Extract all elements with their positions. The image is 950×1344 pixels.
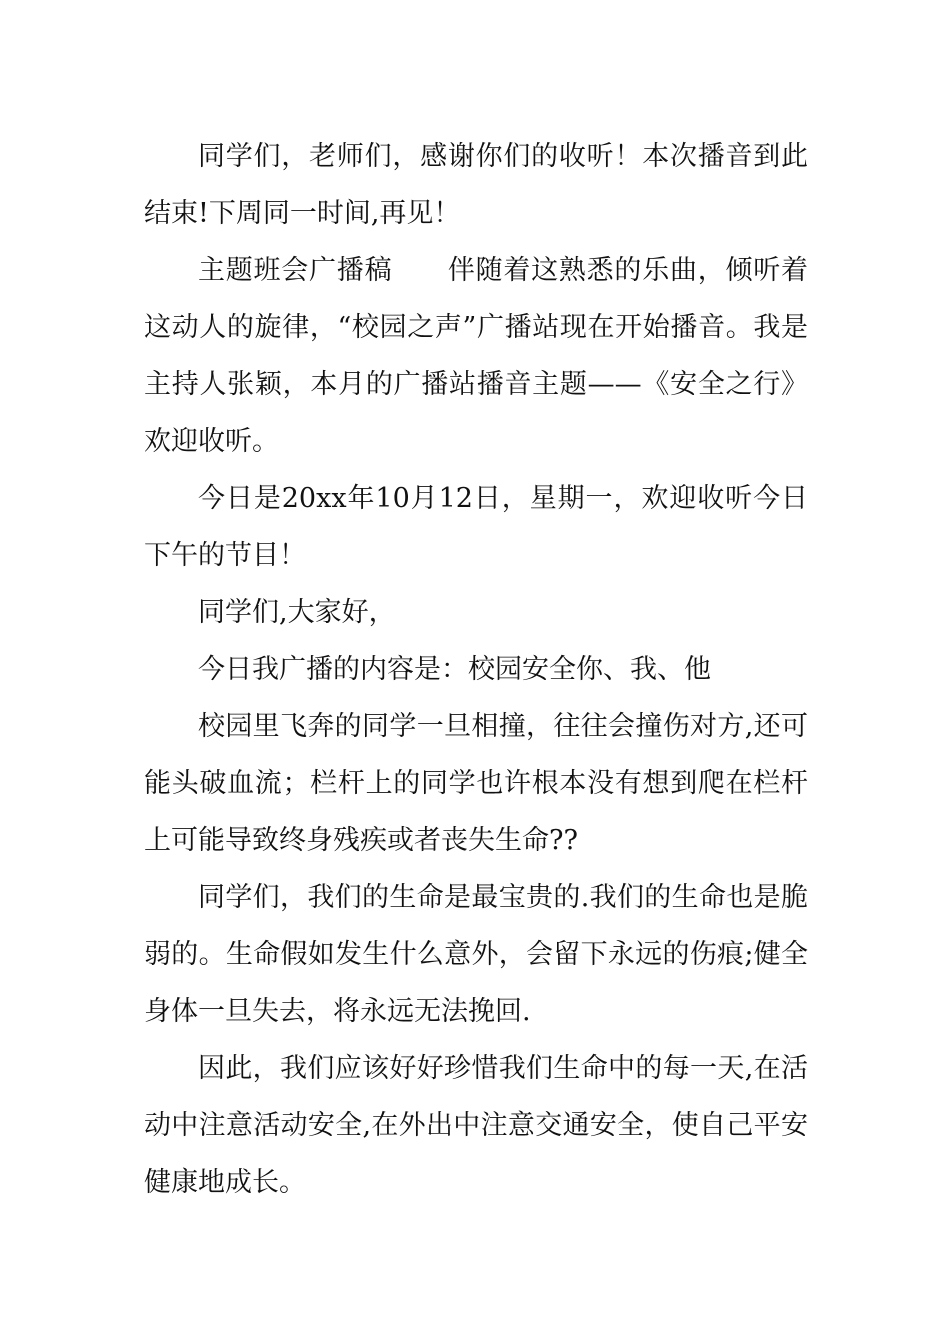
paragraph-topic: 今日我广播的内容是：校园安全你、我、他: [198, 654, 711, 685]
document-body: [144, 128, 808, 1211]
paragraph-intro: 主题班会广播稿 伴随着这熟悉的乐曲，倾听着这动人的旋律，“校园之声”广播站现在开始播音。我是主持人张颖，本月的广播站播音主题——《安全之行》欢迎收听。: [144, 255, 808, 457]
paragraph-conclusion: 因此，我们应该好好珍惜我们生命中的每一天,在活动中注意活动安全,在外出中注意交通安全，使自己平安健康地成长。: [144, 1053, 808, 1198]
paragraph-life: 同学们，我们的生命是最宝贵的.我们的生命也是脆弱的。生命假如发生什么意外，会留下永远的伤痕;健全身体一旦失去，将永远无法挽回.: [144, 882, 808, 1027]
paragraph-closing: 同学们，老师们，感谢你们的收听！本次播音到此结束!下周同一时间,再见！: [144, 141, 808, 229]
paragraph-danger: 校园里飞奔的同学一旦相撞，往往会撞伤对方,还可能头破血流；栏杆上的同学也许根本没有想到爬在栏杆上可能导致终身残疾或者丧失生命??: [144, 711, 808, 856]
paragraph-greeting: 同学们,大家好，: [198, 597, 396, 628]
paragraph-date: 今日是20xx年10月12日，星期一，欢迎收听今日下午的节目！: [144, 483, 808, 571]
